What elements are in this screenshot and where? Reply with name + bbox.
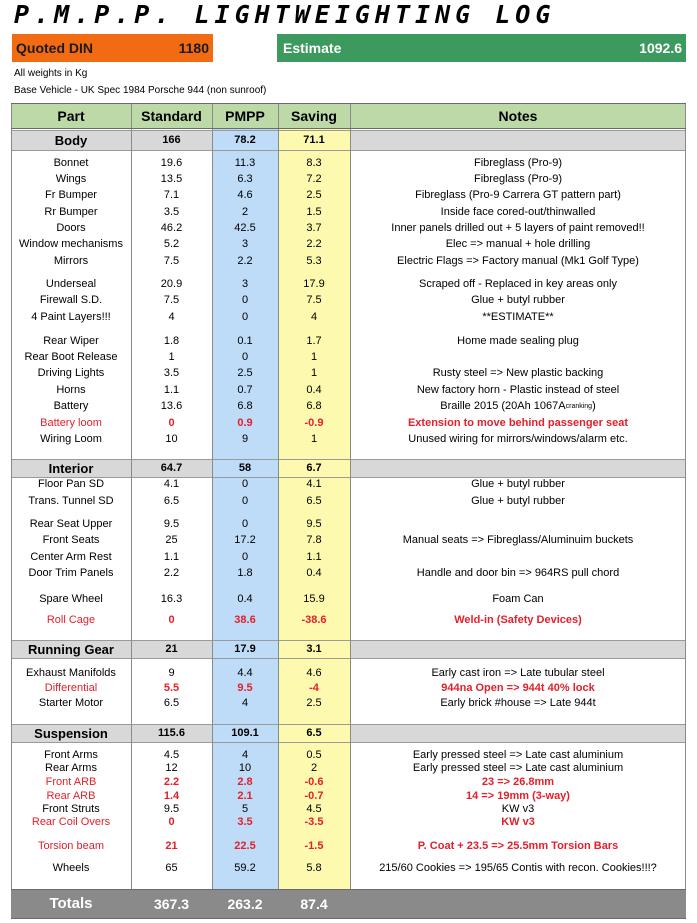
part-name: Rear Wiper [43,335,99,347]
saving-value: -0.6 [304,775,324,788]
table-row [11,220,686,236]
notes-text: Early cast iron => Late tubular steel [431,666,605,679]
notes-text: Scraped off - Replaced in key areas only [419,278,617,290]
saving-value: 2.5 [306,696,322,709]
section-saving: 6.7 [278,459,350,477]
part-name: Front Arms [44,748,98,761]
pmpp-value: 0 [241,311,249,323]
pmpp-value: 11.3 [234,157,256,169]
standard-value: 9.5 [163,518,180,530]
column-divider [350,103,351,918]
standard-value: 2.2 [163,775,180,788]
pmpp-value: 17.2 [234,534,256,546]
part-name: Battery [53,400,89,412]
notes-text: Handle and door bin => 964RS pull chord [416,567,620,579]
saving-value: 5.8 [306,862,322,874]
saving-value: 15.9 [303,593,325,605]
part-name: Torsion beam [37,840,105,852]
table-row [11,365,686,381]
notes-text: Fibreglass (Pro-9) [473,157,563,169]
saving-value: 6.5 [306,495,322,507]
saving-value: 0.5 [306,748,322,761]
pmpp-value: 1.8 [237,567,253,579]
totals-label: Totals [49,895,93,912]
section-pmpp: 109.1 [212,724,278,742]
table-row [11,382,686,398]
table-row [11,565,686,581]
saving-value: 2 [310,761,318,774]
part-name: Wheels [52,862,90,874]
saving-value: 2.2 [306,238,322,250]
section-row-suspension [11,724,686,742]
standard-value: 3.5 [163,206,180,218]
part-name: Differential [44,681,98,694]
weight-table [11,103,686,918]
table-row [11,549,686,565]
notes-text: Glue + butyl rubber [471,294,565,306]
notes-text: Glue + butyl rubber [471,478,565,490]
table-row [11,680,686,695]
standard-value: 20.9 [160,278,183,290]
part-name: Mirrors [53,255,89,267]
saving-value: 1 [310,367,318,379]
pmpp-value: 0 [241,518,249,530]
part-name: Front ARB [45,775,97,788]
part-name: Underseal [45,278,97,290]
table-row [11,204,686,220]
header-saving: Saving [278,103,351,128]
standard-value: 5.2 [163,238,180,250]
part-name: Floor Pan SD [37,478,105,490]
saving-value: 6.8 [306,400,322,412]
table-row [11,802,686,815]
notes-text: Unused wiring for mirrors/windows/alarm etc. [408,433,628,445]
pmpp-value: 3 [241,278,249,290]
standard-value: 9 [168,666,175,679]
saving-value: 9.5 [306,518,322,530]
section-standard: 166 [162,134,181,146]
row-divider [11,640,686,641]
table-row [11,276,686,292]
pmpp-value: 42.5 [234,222,256,234]
part-name: Battery loom [40,417,102,429]
pmpp-value: 9 [241,433,249,445]
part-name: Horns [56,384,86,396]
quoted-din-value: 1180 [178,40,209,56]
notes-text: 944na Open => 944t 40% lock [441,681,595,694]
saving-value: -38.6 [301,614,327,626]
table-header [11,103,686,128]
column-divider [11,103,12,918]
totals-standard: 367.3 [153,895,190,912]
pmpp-value: 0 [241,495,249,507]
table-row [11,859,686,877]
standard-value: 0 [168,417,175,429]
saving-value: -4 [309,681,319,694]
section-name: Body [54,132,88,148]
pmpp-value: 6.8 [237,400,253,412]
part-name: Window mechanisms [19,238,123,250]
saving-value: 1.1 [306,551,322,563]
base-vehicle-note: Base Vehicle - UK Spec 1984 Porsche 944 (non sunroof) [14,85,267,96]
header-pmpp: PMPP [212,103,279,128]
notes-text: Weld-in (Safety Devices) [454,614,582,626]
standard-value: 4.1 [163,478,180,490]
section-row-running [11,640,686,658]
table-row [11,431,686,447]
part-name: Door Trim Panels [28,567,114,579]
pmpp-value: 0 [241,351,249,363]
pmpp-value: 2.1 [237,789,253,802]
header-part: Part [11,103,132,128]
pmpp-value: 6.3 [237,173,253,185]
row-divider [11,658,686,659]
pmpp-value: 4.6 [237,189,253,201]
standard-value: 13.5 [160,173,183,185]
part-name: Center Arm Rest [30,551,112,563]
notes-text: KW v3 [501,802,535,815]
section-saving: 3.1 [278,640,350,658]
header-notes: Notes [498,107,538,124]
totals-row [11,889,686,918]
page-title: P.M.P.P. LIGHTWEIGHTING LOG [14,0,556,29]
notes-text: KW v3 [501,815,535,828]
saving-value: 4 [310,311,318,323]
saving-value: 7.5 [306,294,322,306]
notes-text: Fibreglass (Pro-9) [473,173,563,185]
part-name: Fr Bumper [45,189,97,201]
part-name: Spare Wheel [39,593,103,605]
saving-value: 4.6 [306,666,322,679]
column-divider [278,103,279,918]
notes-text: Extension to move behind passenger seat [407,417,629,429]
notes-text: Foam Can [492,593,544,605]
units-note: All weights in Kg [14,68,88,79]
standard-value: 65 [165,862,178,874]
quoted-din-box [12,34,213,62]
row-divider [11,742,686,743]
table-row [11,155,686,171]
totals-pmpp: 263.2 [212,889,278,918]
saving-value: 7.2 [306,173,322,185]
standard-value: 19.6 [160,157,183,169]
totals-saving: 87.4 [278,889,350,918]
saving-value: -3.5 [304,815,324,828]
section-name: Running Gear [28,641,114,657]
part-name: Rear Seat Upper [29,518,113,530]
standard-value: 1 [168,351,175,363]
saving-value: 7.8 [306,534,322,546]
row-divider [11,918,686,919]
standard-value: 0 [168,815,175,828]
part-name: Front Struts [42,802,100,815]
table-row [11,292,686,308]
part-name: Driving Lights [37,367,105,379]
pmpp-value: 2.5 [237,367,253,379]
table-row [11,837,686,855]
notes-text: Fibreglass (Pro-9 Carrera GT pattern part) [415,189,621,201]
table-row [11,187,686,203]
standard-value: 25 [165,534,178,546]
standard-value: 13.6 [160,400,183,412]
pmpp-value: 9.5 [237,681,253,694]
standard-value: 4 [168,311,175,323]
header-standard: Standard [131,103,213,128]
column-divider [685,103,686,918]
saving-value: -0.9 [304,417,324,429]
standard-value: 5.5 [163,681,180,694]
standard-value: 6.5 [163,495,180,507]
table-row [11,589,686,609]
row-divider [11,724,686,725]
part-name: Firewall S.D. [39,294,103,306]
part-name: Doors [56,222,86,234]
section-standard: 21 [165,643,178,655]
notes-text [350,516,686,532]
standard-value: 4.5 [163,748,180,761]
table-row [11,532,686,548]
notes-text: **ESTIMATE** [482,311,554,323]
table-row [11,516,686,532]
estimate-value: 1092.6 [639,40,682,56]
section-name: Suspension [34,725,108,741]
section-pmpp: 58 [212,459,278,477]
table-row [11,748,686,761]
table-row [11,349,686,365]
part-name: Front Seats [42,534,100,546]
table-row [11,333,686,349]
table-row [11,398,686,414]
pmpp-value: 22.5 [234,840,256,852]
pmpp-value: 4.4 [237,666,253,679]
notes-text: Glue + butyl rubber [471,495,565,507]
table-row [11,761,686,774]
standard-value: 3.5 [163,367,180,379]
table-row [11,309,686,325]
standard-value: 46.2 [160,222,183,234]
pmpp-value: 0.7 [237,384,253,396]
part-name: Rear Arms [45,761,97,774]
notes-text: Elec => manual + hole drilling [445,238,591,250]
pmpp-value: 3.5 [237,815,253,828]
notes-text: Electric Flags => Factory manual (Mk1 Golf Type) [397,255,639,267]
section-notes [350,640,686,658]
pmpp-value: 0 [241,551,249,563]
standard-value: 7.5 [163,255,180,267]
part-name: Bonnet [53,157,89,169]
totals-notes [350,889,686,918]
section-standard: 115.6 [158,727,185,739]
saving-value: 4.1 [306,478,322,490]
section-pmpp: 78.2 [212,130,278,150]
part-name: 4 Paint Layers!!! [31,311,111,323]
estimate-label: Estimate [283,40,342,56]
standard-value: 1.1 [163,551,180,563]
standard-value: 21 [165,840,178,852]
standard-value: 1.8 [163,335,180,347]
standard-value: 9.5 [163,802,180,815]
standard-value: 1.4 [163,789,180,802]
part-name: Rr Bumper [44,206,98,218]
notes-tail: ) [592,400,596,412]
column-divider [131,103,132,918]
table-row [11,476,686,492]
table-row [11,493,686,509]
notes-text: New factory horn - Plastic instead of steel [416,384,620,396]
notes-text: Home made sealing plug [457,335,579,347]
pmpp-value: 0.9 [237,417,253,429]
standard-value: 2.2 [163,567,180,579]
table-row [11,171,686,187]
saving-value: 2.5 [306,189,322,201]
pmpp-value: 4 [241,748,249,761]
notes-text [350,549,686,565]
table-row [11,253,686,269]
saving-value: 5.3 [306,255,322,267]
saving-value: -1.5 [304,840,324,852]
notes-text: Early pressed steel => Late cast aluminium [412,761,624,774]
notes-text [350,398,686,414]
part-name: Starter Motor [38,696,104,709]
standard-value: 6.5 [163,696,180,709]
saving-value: 4.5 [306,802,322,815]
pmpp-value: 0.1 [237,335,253,347]
column-divider [212,103,213,918]
section-row-body [11,130,686,150]
row-divider [11,150,686,151]
saving-value: 1 [310,433,318,445]
section-notes [350,130,686,150]
row-divider [11,889,686,890]
pmpp-value: 0 [241,478,249,490]
pmpp-value: 4 [241,696,249,709]
pmpp-value: 2.8 [237,775,253,788]
section-notes [350,459,686,477]
table-row [11,789,686,802]
part-name: Trans. Tunnel SD [28,495,114,507]
row-divider [11,130,686,131]
section-row-interior [11,459,686,477]
pmpp-value: 59.2 [234,862,256,874]
saving-value: 1.5 [306,206,322,218]
notes-text: Inner panels drilled out + 5 layers of paint removed!! [391,222,645,234]
pmpp-value: 0.4 [237,593,253,605]
notes-text: 23 => 26.8mm [481,775,555,788]
saving-value: 1 [310,351,318,363]
notes-text: 14 => 19mm (3-way) [466,789,570,802]
notes-text: Manual seats => Fibreglass/Aluminuim buckets [402,534,634,546]
saving-value: 0.4 [306,384,322,396]
part-name: Wings [55,173,87,185]
pmpp-value: 10 [238,761,252,774]
notes-text: Inside face cored-out/thinwalled [440,206,596,218]
part-name: Rear ARB [46,789,96,802]
table-row [11,815,686,828]
pmpp-value: 2 [241,206,249,218]
notes-text: 215/60 Cookies => 195/65 Contis with recon. Cookies!!!? [379,862,657,874]
pmpp-value: 0 [241,294,249,306]
notes-text: Early pressed steel => Late cast aluminium [412,748,624,761]
section-standard: 64.7 [160,462,183,474]
notes-main: Braille 2015 (20Ah 1067A [440,400,566,412]
row-divider [11,103,686,104]
notes-text: P. Coat + 23.5 => 25.5mm Torsion Bars [417,840,619,852]
pmpp-value: 5 [241,802,249,815]
saving-value: 0.4 [306,567,322,579]
row-divider [11,459,686,460]
saving-value: 8.3 [306,157,322,169]
notes-text [350,349,686,365]
standard-value: 10 [165,433,178,445]
saving-value: 17.9 [303,278,325,290]
notes-text: Early brick #house => Late 944t [440,696,596,709]
quoted-din-label: Quoted DIN [16,40,93,56]
table-row [11,611,686,629]
standard-value: 12 [165,761,178,774]
part-name: Rear Coil Overs [31,815,111,828]
pmpp-value: 38.6 [234,614,256,626]
saving-value: 1.7 [306,335,322,347]
section-pmpp: 17.9 [212,640,278,658]
saving-value: 3.7 [306,222,322,234]
standard-value: 0 [168,614,175,626]
table-row [11,665,686,680]
standard-value: 16.3 [160,593,183,605]
estimate-box [277,34,686,62]
section-saving: 71.1 [278,130,350,150]
part-name: Roll Cage [46,614,96,626]
section-notes [350,724,686,742]
table-row [11,415,686,431]
table-row [11,695,686,710]
pmpp-value: 2.2 [237,255,253,267]
table-row [11,236,686,252]
standard-value: 1.1 [163,384,180,396]
saving-value: -0.7 [304,789,324,802]
section-saving: 6.5 [278,724,350,742]
notes-subscript: cranking [565,402,593,410]
pmpp-value: 3 [241,238,249,250]
table-row [11,775,686,788]
row-divider [11,128,686,129]
part-name: Exhaust Manifolds [26,666,116,679]
standard-value: 7.5 [163,294,180,306]
standard-value: 7.1 [163,189,180,201]
part-name: Wiring Loom [40,433,102,445]
notes-text: Rusty steel => New plastic backing [432,367,604,379]
section-name: Interior [48,460,94,476]
part-name: Rear Boot Release [24,351,118,363]
